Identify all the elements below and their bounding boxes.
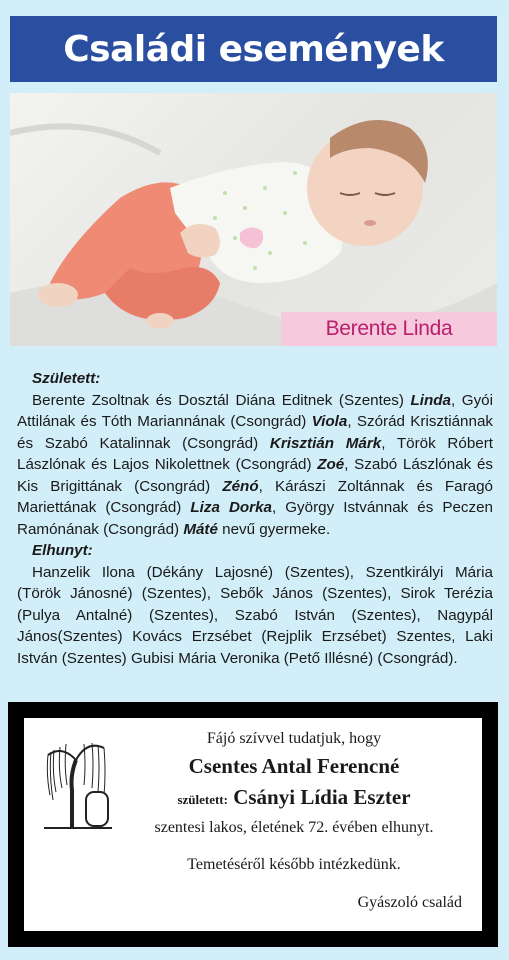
- obituary-notice: [8, 702, 498, 947]
- births-text: , Török Róbert Lászlónak és Lajos Nikolettnek (Csongrád): [17, 434, 493, 473]
- sleeping-baby-illustration: [10, 93, 497, 346]
- born-name: Csányi Lídia Eszter: [233, 785, 411, 809]
- obituary-funeral: Temetéséről később intézkedünk.: [187, 856, 401, 873]
- child-name: Krisztián Márk: [269, 434, 382, 452]
- births-title: Született:: [32, 370, 101, 387]
- photo-caption: [281, 312, 497, 346]
- page-title: Családi események: [63, 28, 444, 70]
- child-name: Viola: [311, 413, 348, 430]
- births-text: , Kárászi Zoltánnak és Faragó Mariettának (Csongrád): [17, 477, 493, 516]
- child-name: Zénó: [222, 477, 259, 495]
- child-name: Máté: [183, 520, 218, 538]
- baby-photo: [10, 93, 497, 346]
- born-label: született:: [177, 792, 228, 807]
- deaths-title: Elhunyt:: [32, 542, 93, 559]
- child-name: Zoé: [317, 456, 345, 473]
- births-text: , Szabó Lászlónak és Kis Brigittának (Csongrád): [17, 456, 493, 495]
- photo-caption-text: Berente Linda: [325, 317, 453, 340]
- obituary-name: Csentes Antal Ferencné: [188, 754, 400, 778]
- announcements-text: [17, 368, 493, 669]
- section-header: [10, 16, 497, 82]
- births-text: Berente Zsoltnak és Dosztál Diána Editnek (Szentes): [32, 391, 411, 409]
- deaths-body: Hanzelik Ilona (Dékány Lajosné) (Szentes), Szentkirályi Mária (Török Jánosné) (Szentes), Sebők János (Szentes), Sirok Terézia (Pulya Antalné) (Szentes), Szabó István (Szentes), Nagypál János(Szentes) Kovács Erzsébet (Rejplik Erzsébet) Szentes, Laki István (Szentes) Gubisi Mária Veronika (Pető Illésné) (Csongrád).: [17, 563, 493, 667]
- child-name: Linda: [410, 391, 451, 409]
- births-text: , Gyói Attilának és Tóth Mariannának (Csongrád): [17, 391, 493, 430]
- obituary-intro: Fájó szívvel tudatjuk, hogy: [206, 730, 382, 747]
- obituary-detail: szentesi lakos, életének 72. évében elhunyt.: [154, 819, 434, 836]
- births-text: , Szórád Krisztiánnak és Szabó Katalinnak (Csongrád): [17, 413, 493, 452]
- obituary-inner: [24, 718, 482, 931]
- obituary-birth-name-line: [24, 785, 482, 810]
- births-text: nevű gyermeke.: [217, 520, 331, 538]
- births-text: , György Istvánnak és Peczen Ramónának (Csongrád): [17, 499, 493, 538]
- obituary-signature: Gyászoló család: [357, 894, 462, 911]
- child-name: Liza Dorka: [190, 499, 272, 516]
- births-body: [17, 390, 493, 541]
